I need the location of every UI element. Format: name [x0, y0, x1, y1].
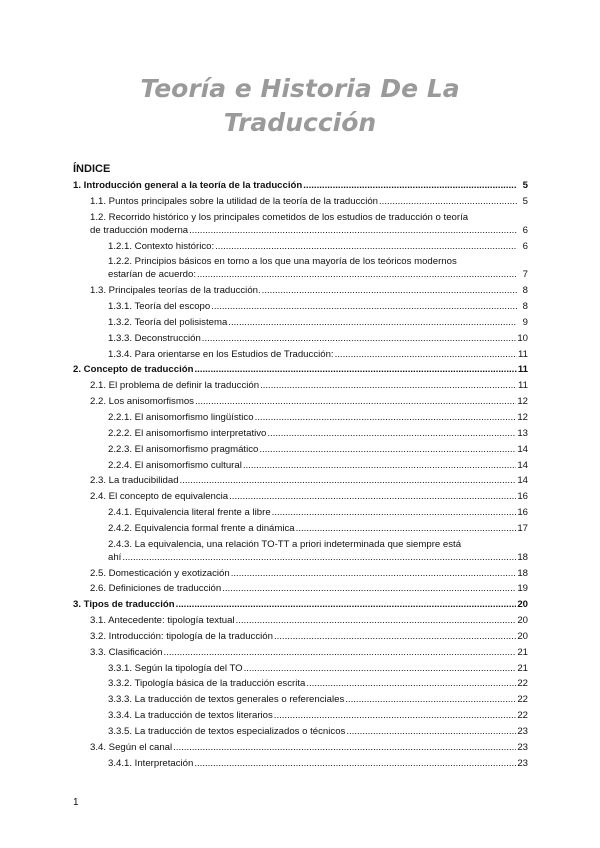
toc-entry[interactable]	[73, 332, 528, 345]
toc-entry-title: 2.1. El problema de definir la traducción	[90, 380, 260, 392]
toc-entry-page: 21	[517, 662, 528, 674]
toc-leader-dots	[345, 693, 516, 706]
toc-entry-page: 23	[517, 726, 528, 737]
toc-entry[interactable]	[73, 284, 528, 297]
toc-entry[interactable]	[73, 411, 528, 424]
toc-leader-dots	[306, 677, 516, 690]
document-title	[0, 72, 600, 140]
toc-entry-title: 1.3.3. Deconstrucción	[108, 332, 201, 344]
toc-entry[interactable]	[73, 379, 528, 392]
toc-entry-title: 2. Concepto de traducción	[73, 364, 194, 376]
toc-entry[interactable]	[73, 348, 528, 361]
toc-entry-page: 5	[522, 180, 528, 191]
toc-entry-title: 3.4.1. Interpretación	[108, 757, 194, 769]
toc-entry[interactable]	[73, 240, 528, 253]
toc-entry-page: 18	[517, 567, 528, 579]
toc-leader-dots	[335, 348, 517, 361]
toc-leader-dots	[379, 195, 517, 208]
toc-entry-title: 2.2.1. El anisomorfismo lingüístico	[108, 411, 254, 423]
toc-leader-dots	[274, 709, 517, 722]
toc-entry-title-cont: estarían de acuerdo:	[108, 269, 197, 281]
toc-entry[interactable]	[73, 443, 528, 456]
toc-entry[interactable]	[73, 709, 528, 722]
toc-entry-title: 3.3.1. Según la tipología del TO	[108, 662, 243, 674]
toc-entry-page: 7	[522, 269, 528, 281]
toc-entry-page: 20	[517, 615, 528, 627]
toc-leader-dots	[260, 379, 517, 392]
toc-entry[interactable]	[73, 522, 528, 535]
toc-leader-dots	[211, 300, 517, 313]
toc-entry[interactable]	[73, 490, 528, 503]
toc-entry-title: 1. Introducción general a la teoría de la traducción	[73, 180, 303, 191]
toc-entry-title: 3.3.4. La traducción de textos literarios	[108, 710, 273, 722]
toc-entry-page: 20	[517, 599, 528, 611]
toc-entry-continuation	[108, 268, 528, 281]
toc-leader-dots	[274, 630, 516, 643]
toc-leader-dots	[173, 741, 516, 754]
toc-entry[interactable]	[73, 598, 528, 611]
toc-entry-page: 6	[522, 240, 528, 252]
toc-entry-page: 16	[517, 507, 528, 519]
toc-leader-dots	[259, 443, 516, 456]
toc-leader-dots	[267, 427, 516, 440]
toc-entry-page: 11	[518, 348, 528, 360]
toc-entry-title: 1.3.1. Teoría del escopo	[108, 301, 211, 313]
toc-entry[interactable]	[73, 693, 528, 706]
toc-entry-page: 8	[522, 301, 528, 313]
toc-entry-page: 20	[517, 630, 528, 642]
toc-leader-dots	[164, 646, 517, 659]
toc-entry-title: 1.1. Puntos principales sobre la utilidad de la teoría de la traducción	[90, 195, 378, 207]
toc-entry-title: 2.3. La traducibilidad	[90, 475, 179, 487]
page-number: 1	[73, 797, 79, 808]
toc-leader-dots	[228, 316, 517, 329]
toc-entry[interactable]	[73, 662, 528, 675]
toc-entry-title: 2.2.3. El anisomorfismo pragmático	[108, 443, 259, 455]
toc-entry-page: 18	[517, 551, 528, 563]
toc-leader-dots	[346, 725, 516, 738]
toc-entry-title: 2.4. El concepto de equivalencia	[90, 491, 229, 503]
toc-entry-title: 1.3.4. Para orientarse en los Estudios de Traducción:	[108, 348, 334, 360]
toc-leader-dots	[296, 522, 517, 535]
toc-entry[interactable]	[73, 300, 528, 313]
toc-entry-page: 22	[517, 710, 528, 722]
table-of-contents	[73, 179, 528, 773]
toc-entry-page: 23	[517, 757, 528, 769]
toc-entry[interactable]	[73, 195, 528, 208]
toc-entry-page: 11	[518, 380, 528, 392]
toc-entry-title: 1.2.1. Contexto histórico:	[108, 240, 215, 252]
toc-leader-dots	[262, 284, 517, 297]
toc-leader-dots	[189, 224, 517, 237]
toc-entry-title: 1.2.2. Principios básicos en torno a los que una mayoría de los teóricos modernos	[108, 256, 457, 268]
toc-leader-dots	[194, 757, 516, 770]
toc-entry-page: 19	[517, 583, 528, 595]
toc-entry-page: 16	[517, 491, 528, 503]
toc-leader-dots	[215, 240, 517, 253]
toc-entry-page: 22	[517, 694, 528, 706]
toc-entry-page: 12	[517, 396, 528, 408]
toc-entry-title: 3.3.5. La traducción de textos especializados o técnicos	[108, 726, 346, 737]
toc-leader-dots	[180, 474, 517, 487]
toc-entry[interactable]	[73, 316, 528, 329]
title-line-2: Traducción	[223, 108, 377, 137]
toc-leader-dots	[303, 179, 517, 192]
toc-entry-title: 3.3. Clasificación	[90, 646, 163, 658]
toc-entry-title: 1.2. Recorrido histórico y los principales cometidos de los estudios de traducción o teoría	[90, 211, 469, 223]
toc-entry-page: 14	[517, 475, 528, 487]
toc-leader-dots	[231, 567, 517, 580]
toc-entry[interactable]	[73, 582, 528, 595]
toc-entry-page: 5	[522, 195, 528, 207]
toc-leader-dots	[222, 582, 516, 595]
toc-entry[interactable]	[73, 363, 528, 376]
toc-entry[interactable]	[73, 567, 528, 580]
index-heading: ÍNDICE	[73, 163, 111, 175]
toc-entry[interactable]	[73, 646, 528, 659]
toc-leader-dots	[272, 506, 517, 519]
toc-entry-title: 3.3.2. Tipología básica de la traducción escrita	[108, 678, 306, 690]
toc-entry-title: 3.4. Según el canal	[90, 741, 173, 753]
toc-entry-title: 1.3.2. Teoría del polisistema	[108, 316, 228, 328]
toc-entry-page: 8	[522, 285, 528, 297]
toc-leader-dots	[195, 395, 516, 408]
toc-entry[interactable]	[73, 427, 528, 440]
toc-entry-page: 11	[517, 364, 528, 376]
toc-entry-continuation	[108, 551, 528, 564]
toc-entry-title: 1.3. Principales teorías de la traducción.	[90, 285, 261, 297]
toc-entry[interactable]	[73, 179, 528, 192]
toc-leader-dots	[255, 411, 517, 424]
toc-leader-dots	[243, 459, 516, 472]
toc-entry-title: 3.3.3. La traducción de textos generales o referenciales	[108, 694, 345, 706]
toc-entry-title: 2.2. Los anisomorfismos	[90, 396, 194, 408]
toc-entry-title: 2.2.2. El anisomorfismo interpretativo	[108, 427, 267, 439]
toc-entry-page: 10	[517, 332, 528, 344]
toc-entry-page: 23	[517, 741, 528, 753]
toc-entry[interactable]	[73, 757, 528, 770]
toc-entry[interactable]	[73, 630, 528, 643]
toc-entry-title-cont: de traducción moderna	[90, 224, 189, 236]
toc-entry-page: 14	[517, 459, 528, 471]
toc-entry-page: 22	[517, 678, 528, 690]
toc-leader-dots	[194, 363, 516, 376]
toc-leader-dots	[122, 551, 516, 564]
toc-entry-title: 3. Tipos de traducción	[73, 599, 175, 611]
toc-entry[interactable]	[73, 677, 528, 690]
toc-entry-title: 3.1. Antecedente: tipología textual	[90, 615, 235, 627]
toc-entry-title-cont: ahí	[108, 551, 122, 563]
toc-entry[interactable]	[73, 474, 528, 487]
toc-entry-title: 2.2.4. El anisomorfismo cultural	[108, 459, 242, 471]
toc-leader-dots	[176, 598, 517, 611]
toc-entry-title: 3.2. Introducción: tipología de la traducción	[90, 630, 273, 642]
toc-entry-continuation	[90, 224, 528, 237]
toc-entry-title: 2.4.1. Equivalencia literal frente a libre	[108, 507, 271, 519]
toc-entry-title: 2.4.3. La equivalencia, una relación TO-TT a priori indeterminada que siempre está	[108, 538, 462, 550]
toc-leader-dots	[244, 662, 517, 675]
toc-entry[interactable]	[73, 506, 528, 519]
toc-entry-page: 14	[517, 443, 528, 455]
toc-leader-dots	[197, 268, 517, 281]
toc-entry-page: 12	[517, 411, 528, 423]
toc-entry-title: 2.6. Definiciones de traducción	[90, 583, 222, 595]
toc-leader-dots	[202, 332, 517, 345]
toc-entry-page: 21	[517, 646, 528, 658]
toc-leader-dots	[229, 490, 516, 503]
toc-entry-page: 17	[517, 522, 528, 534]
toc-entry-page: 9	[522, 316, 528, 328]
toc-entry[interactable]	[73, 725, 528, 738]
toc-entry-title: 2.4.2. Equivalencia formal frente a dinámica	[108, 522, 295, 534]
title-line-1: Teoría e Historia De La	[140, 74, 460, 103]
toc-entry[interactable]	[73, 614, 528, 627]
toc-entry[interactable]	[73, 395, 528, 408]
toc-entry[interactable]	[73, 459, 528, 472]
toc-entry[interactable]	[73, 741, 528, 754]
toc-entry-page: 13	[517, 427, 528, 439]
toc-entry[interactable]	[73, 255, 528, 281]
toc-entry[interactable]	[73, 211, 528, 237]
toc-entry[interactable]	[73, 538, 528, 564]
toc-entry-title: 2.5. Domesticación y exotización	[90, 567, 230, 579]
toc-leader-dots	[236, 614, 517, 627]
toc-entry-page: 6	[522, 224, 528, 236]
